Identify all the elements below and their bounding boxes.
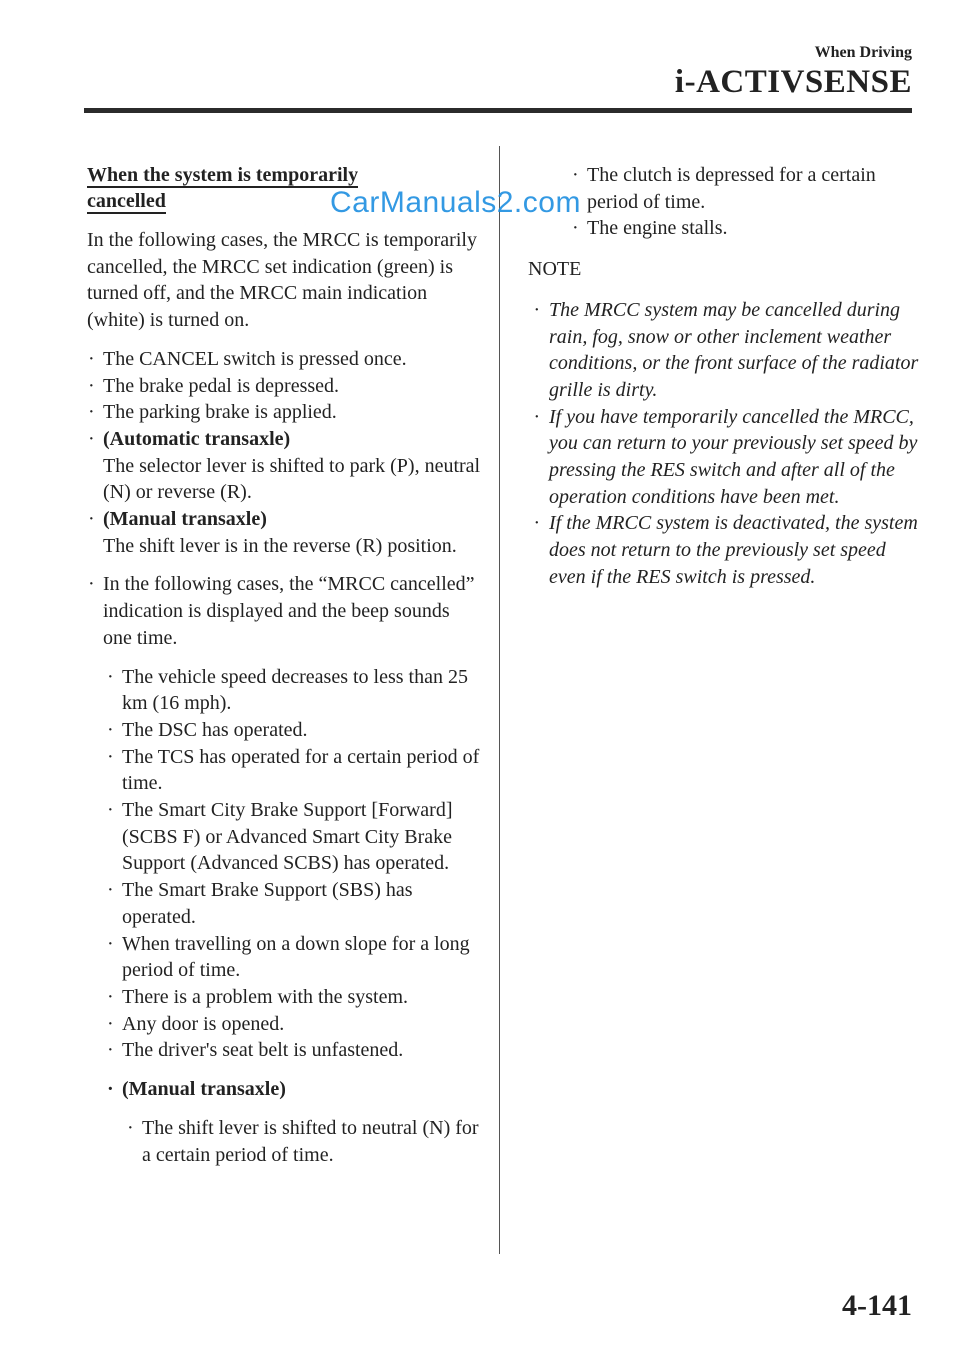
list-item: · The driver's seat belt is unfastened. xyxy=(122,1037,482,1064)
list-item-manual xyxy=(103,506,482,559)
list-item-automatic xyxy=(103,426,482,506)
list-item: · The brake pedal is depressed. xyxy=(103,373,482,400)
note-item: · If the MRCC system is deactivated, the system does not return to the previously set speed even if the RES switch is pressed. xyxy=(549,510,920,590)
list-item: · When travelling on a down slope for a long period of time. xyxy=(122,931,482,984)
page-number: 4-141 xyxy=(842,1289,912,1322)
list-item: · There is a problem with the system. xyxy=(122,984,482,1011)
note-item: · If you have temporarily cancelled the MRCC, you can return to your previously set speed by pressing the RES switch and after all of the operation conditions have been met. xyxy=(549,404,920,511)
list-item: · The vehicle speed decreases to less than 25 km (16 mph). xyxy=(122,664,482,717)
manual-label: · (Manual transaxle) xyxy=(103,508,267,531)
list-item: · The shift lever is shifted to neutral (N) for a certain period of time. xyxy=(142,1115,482,1168)
manual-text: The shift lever is in the reverse (R) position. xyxy=(103,534,457,557)
automatic-text: The selector lever is shifted to park (P), neutral (N) or reverse (R). xyxy=(103,454,481,504)
section-title: When Driving xyxy=(814,44,912,61)
column-divider xyxy=(499,146,500,1254)
heading-line-1: When the system is temporarily xyxy=(87,164,359,186)
header-rule xyxy=(84,108,912,113)
note-label: NOTE xyxy=(528,258,582,281)
list-item: · The CANCEL switch is pressed once. xyxy=(103,346,482,373)
list-item: · The TCS has operated for a certain period of time. xyxy=(122,744,482,797)
list-item: · The clutch is depressed for a certain period of time. xyxy=(587,162,920,215)
section-heading xyxy=(87,162,482,214)
chapter-title: i-ACTIVSENSE xyxy=(674,64,912,100)
watermark: CarManuals2.com xyxy=(330,186,581,219)
note-item: · The MRCC system may be cancelled during rain, fog, snow or other inclement weather conditions, or the front surface of the radiator grille is dirty. xyxy=(549,297,920,404)
list-item: · The DSC has operated. xyxy=(122,717,482,744)
list-item: · The Smart Brake Support (SBS) has operated. xyxy=(122,877,482,930)
list-item: · The parking brake is applied. xyxy=(103,399,482,426)
intro-paragraph: In the following cases, the MRCC is temporarily cancelled, the MRCC set indication (green) is turned off, and the MRCC main indication (white) is turned on. xyxy=(87,229,477,332)
heading-line-2: cancelled xyxy=(87,190,166,212)
beep-intro: · In the following cases, the “MRCC cancelled” indication is displayed and the beep sounds one time. xyxy=(103,571,482,651)
right-column xyxy=(525,162,920,591)
list-item: · Any door is opened. xyxy=(122,1011,482,1038)
left-column xyxy=(87,162,482,1168)
list-item: · The Smart City Brake Support [Forward] (SCBS F) or Advanced Smart City Brake Support (Advanced SCBS) has operated. xyxy=(122,797,482,877)
list-item: · The engine stalls. xyxy=(587,215,920,242)
beep-manual-label: · (Manual transaxle) xyxy=(122,1076,482,1103)
automatic-label: · (Automatic transaxle) xyxy=(103,427,291,450)
